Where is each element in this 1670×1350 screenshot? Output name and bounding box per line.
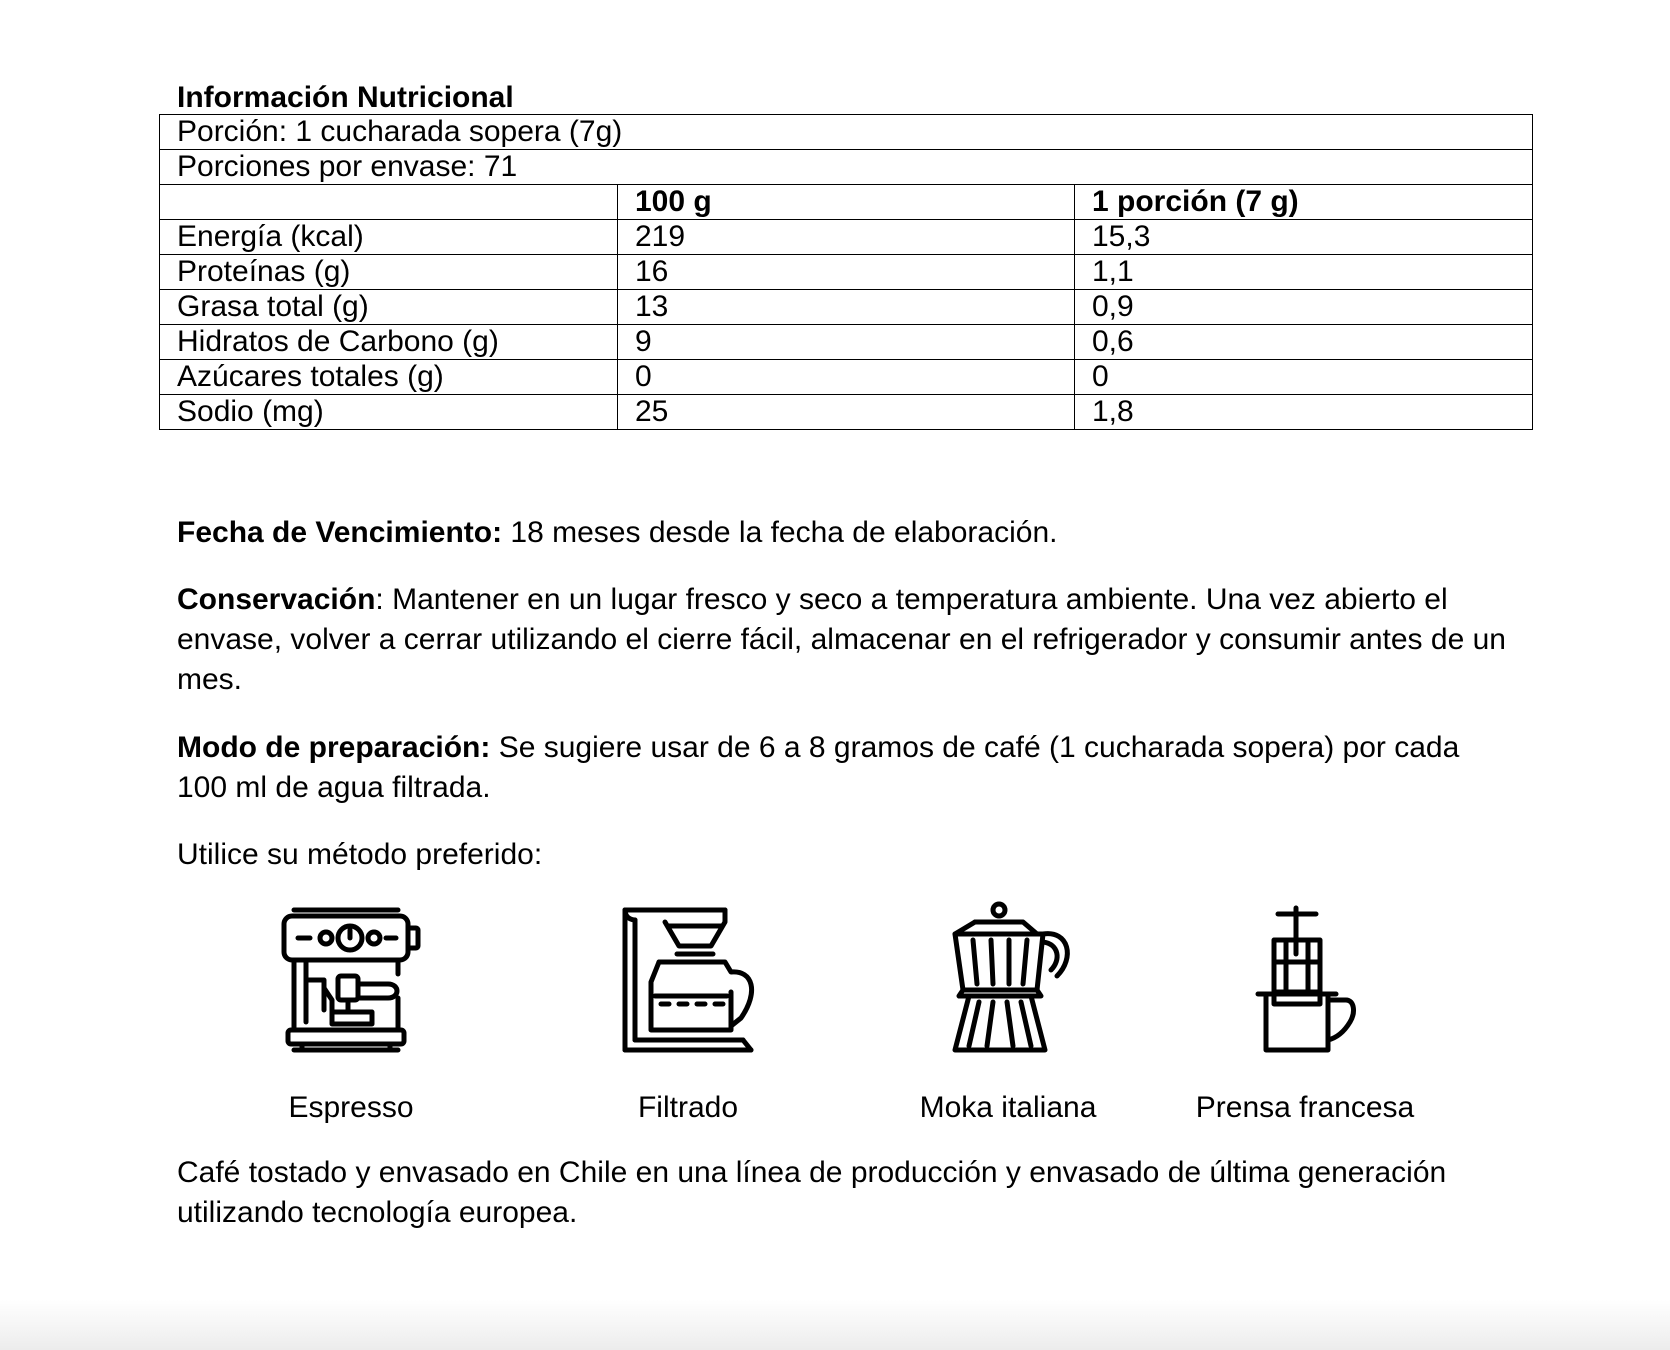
- header-cell-per-100g: 100 g: [618, 185, 1075, 220]
- nutrient-per-serving: 0: [1075, 360, 1533, 395]
- expiry-label: Fecha de Vencimiento:: [177, 516, 503, 549]
- serving-size: Porción: 1 cucharada sopera (7g): [160, 115, 1533, 150]
- method-label: Moka italiana: [919, 1091, 1097, 1124]
- method-prensa: [1175, 900, 1435, 1126]
- method-label: Espresso: [288, 1091, 414, 1124]
- nutrient-per-serving: 15,3: [1075, 220, 1533, 255]
- nutrient-per-100g: 0: [618, 360, 1075, 395]
- nutrient-per-serving: 1,8: [1075, 395, 1533, 430]
- nutrient-per-serving: 1,1: [1075, 255, 1533, 290]
- method-filtrado: [558, 900, 818, 1126]
- servings-per-container-row: [160, 150, 1533, 185]
- nutrient-per-serving: 0,9: [1075, 290, 1533, 325]
- expiry-text: 18 meses desde la fecha de elaboración.: [502, 516, 1058, 549]
- method-espresso: [221, 900, 481, 1126]
- method-label: Prensa francesa: [1195, 1091, 1415, 1124]
- table-row: [160, 325, 1533, 360]
- nutrient-name: Hidratos de Carbono (g): [160, 325, 618, 360]
- preparation-paragraph: [177, 728, 1507, 808]
- serving-row: [160, 115, 1533, 150]
- table-row: [160, 255, 1533, 290]
- methods-intro: Utilice su método preferido:: [177, 838, 543, 871]
- nutrient-name: Proteínas (g): [160, 255, 618, 290]
- method-moka: [878, 900, 1138, 1126]
- storage-paragraph: [177, 580, 1507, 700]
- nutrition-title: Información Nutricional: [177, 81, 514, 114]
- storage-label: Conservación: [177, 583, 376, 616]
- servings-per-container: Porciones por envase: 71: [160, 150, 1533, 185]
- espresso-machine-icon: [276, 900, 426, 1060]
- header-cell-per-serving: 1 porción (7 g): [1075, 185, 1533, 220]
- nutrient-name: Grasa total (g): [160, 290, 618, 325]
- nutrient-per-100g: 13: [618, 290, 1075, 325]
- brewing-methods: [0, 900, 1670, 1130]
- nutrient-per-100g: 16: [618, 255, 1075, 290]
- nutrient-per-100g: 9: [618, 325, 1075, 360]
- nutrient-name: Energía (kcal): [160, 220, 618, 255]
- table-header-row: [160, 185, 1533, 220]
- origin-note: Café tostado y envasado en Chile en una línea de producción y envasado de última generación utilizando tecnología europea.: [177, 1156, 1447, 1229]
- table-row: [160, 395, 1533, 430]
- moka-pot-icon: [933, 900, 1083, 1060]
- storage-text: : Mantener en un lugar fresco y seco a temperatura ambiente. Una vez abierto el envase, volver a cerrar utilizando el cierre fácil, almacenar en el refrigerador y consumir antes de un mes.: [177, 583, 1506, 696]
- header-cell-empty: [160, 185, 618, 220]
- expiry-paragraph: [177, 513, 1507, 553]
- nutrient-per-100g: 25: [618, 395, 1075, 430]
- nutrition-table: [159, 114, 1533, 430]
- nutrient-name: Azúcares totales (g): [160, 360, 618, 395]
- method-label: Filtrado: [637, 1091, 739, 1124]
- table-row: [160, 360, 1533, 395]
- nutrient-per-serving: 0,6: [1075, 325, 1533, 360]
- french-press-icon: [1230, 900, 1380, 1060]
- drip-coffee-maker-icon: [613, 900, 763, 1060]
- table-row: [160, 290, 1533, 325]
- table-row: [160, 220, 1533, 255]
- preparation-label: Modo de preparación:: [177, 731, 491, 764]
- nutrient-name: Sodio (mg): [160, 395, 618, 430]
- page-bottom-edge: [0, 1300, 1670, 1350]
- preparation-text: Se sugiere usar de 6 a 8 gramos de café (1 cucharada sopera) por cada 100 ml de agua filtrada.: [177, 731, 1460, 804]
- nutrient-per-100g: 219: [618, 220, 1075, 255]
